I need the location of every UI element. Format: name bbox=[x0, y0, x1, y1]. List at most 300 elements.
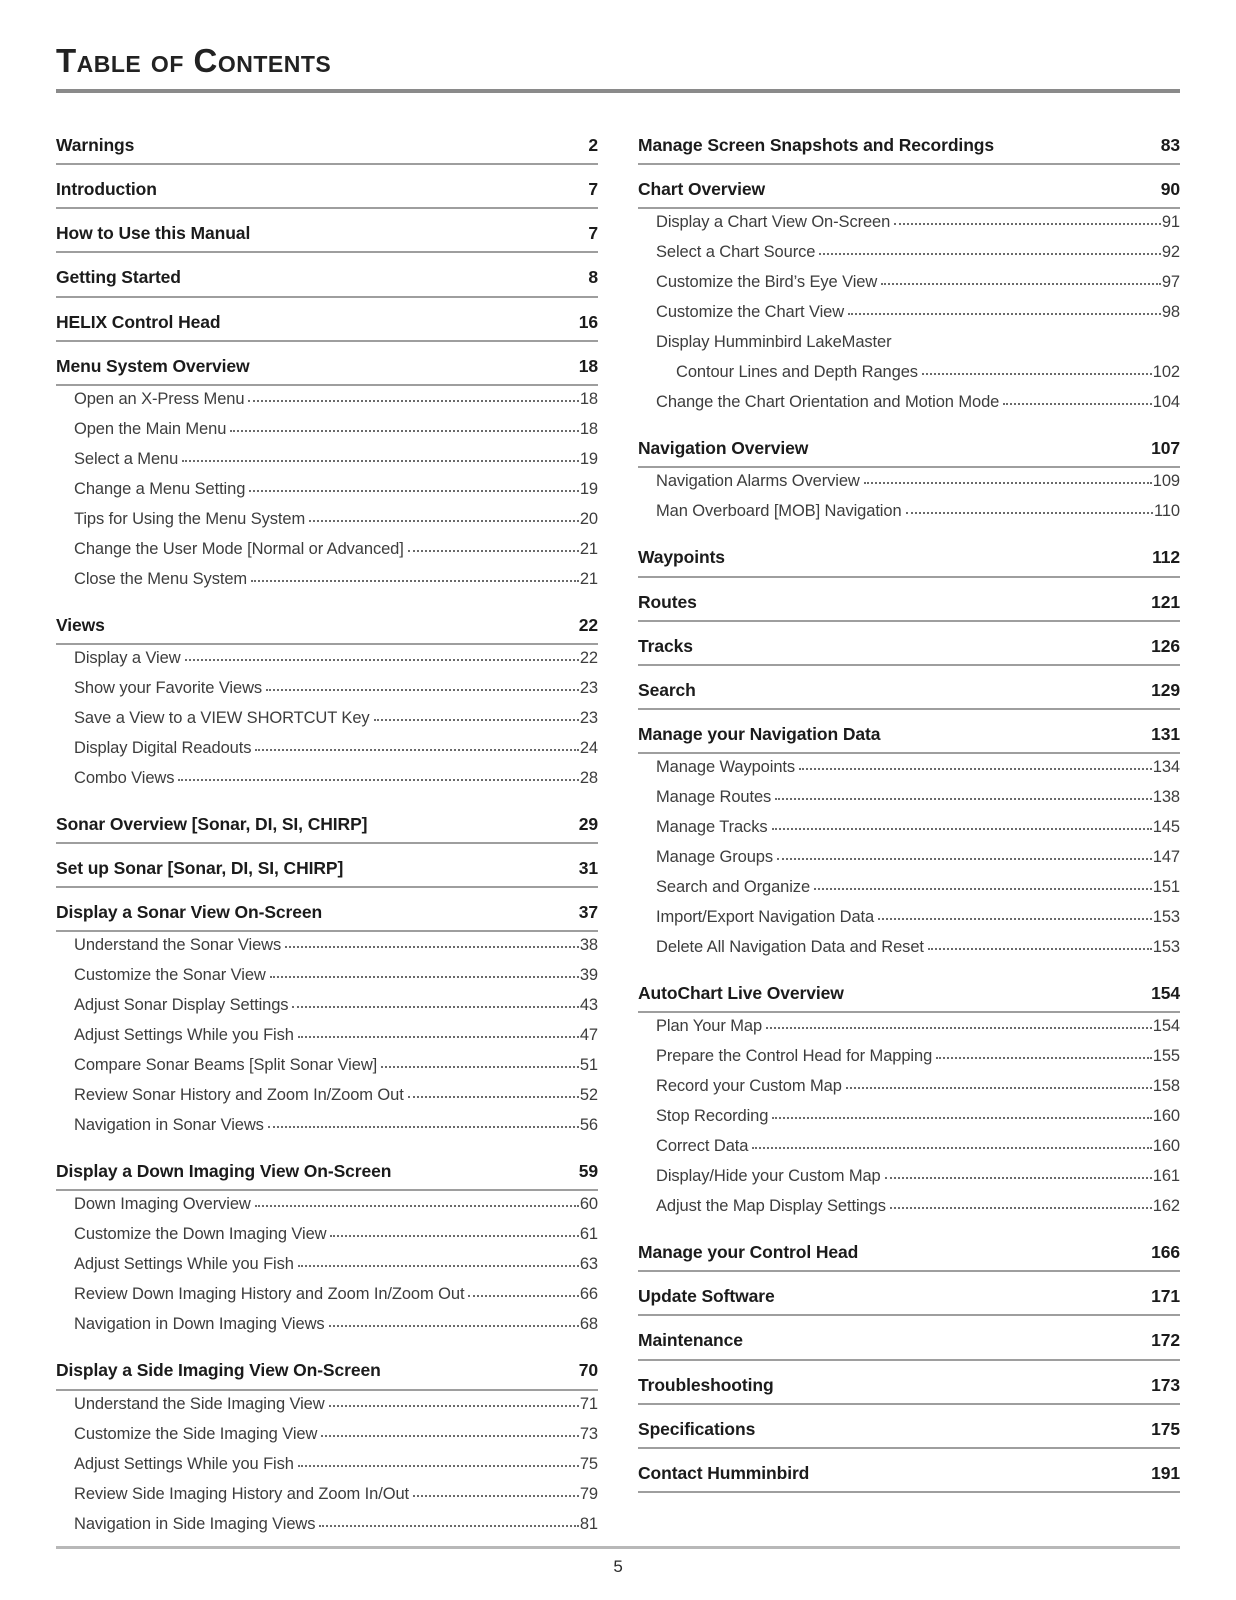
toc-entry-page: 70 bbox=[578, 1360, 598, 1381]
toc-section bbox=[638, 1463, 1180, 1493]
toc-section bbox=[638, 547, 1180, 577]
toc-subentry bbox=[56, 571, 598, 601]
toc-subentry-label: Adjust Settings While you Fish bbox=[74, 1255, 294, 1274]
toc-subentry bbox=[56, 1057, 598, 1087]
toc-entry-label: Getting Started bbox=[56, 267, 181, 288]
toc-subentry bbox=[56, 1316, 598, 1346]
dot-leader bbox=[408, 550, 579, 552]
toc-subentry-page: 110 bbox=[1153, 502, 1180, 521]
dot-leader bbox=[936, 1057, 1152, 1059]
toc-subentry-page: 160 bbox=[1152, 1137, 1180, 1156]
toc-subentry bbox=[56, 1516, 598, 1546]
dot-leader bbox=[268, 1126, 579, 1128]
dot-leader bbox=[408, 1096, 579, 1098]
toc-subentry-label: Manage Groups bbox=[656, 848, 774, 866]
toc-section bbox=[56, 179, 598, 209]
toc-subentry bbox=[638, 879, 1180, 909]
toc-subentry bbox=[56, 511, 598, 541]
toc-subentry-page: 155 bbox=[1152, 1047, 1180, 1066]
toc-section bbox=[638, 724, 1180, 969]
toc-subentry-list bbox=[56, 386, 598, 601]
toc-entry bbox=[638, 636, 1180, 666]
toc-subentry-page: 51 bbox=[579, 1056, 598, 1075]
toc-subentry-label: Down Imaging Overview bbox=[74, 1195, 251, 1214]
toc-subentry-label: Review Sonar History and Zoom In/Zoom Out bbox=[74, 1086, 404, 1105]
toc-subentry-page: 109 bbox=[1152, 472, 1180, 491]
toc-subentry bbox=[638, 1138, 1180, 1168]
dot-leader bbox=[381, 1066, 579, 1068]
toc-entry bbox=[56, 223, 598, 253]
page-title: Table of Contents bbox=[56, 42, 332, 79]
toc-entry bbox=[638, 1419, 1180, 1449]
toc-entry-label: Display a Side Imaging View On-Screen bbox=[56, 1360, 381, 1381]
toc-subentry-page: 138 bbox=[1152, 788, 1180, 806]
toc-subentry bbox=[56, 1117, 598, 1147]
dot-leader bbox=[928, 948, 1152, 950]
toc-entry-page: 107 bbox=[1151, 438, 1180, 459]
toc-entry bbox=[638, 1463, 1180, 1493]
toc-entry-label: HELIX Control Head bbox=[56, 311, 221, 332]
toc-subentry bbox=[638, 334, 1180, 364]
toc-entry bbox=[638, 983, 1180, 1013]
toc-subentry bbox=[56, 1456, 598, 1486]
dot-leader bbox=[309, 520, 579, 522]
toc-entry-label: Display a Down Imaging View On-Screen bbox=[56, 1161, 392, 1182]
toc-entry bbox=[56, 267, 598, 297]
toc-subentry bbox=[638, 1078, 1180, 1108]
toc-subentry-page: 19 bbox=[579, 479, 598, 498]
toc-subentry bbox=[56, 650, 598, 680]
dot-leader bbox=[885, 1177, 1152, 1179]
toc-subentry bbox=[56, 997, 598, 1027]
toc-subentry bbox=[56, 451, 598, 481]
toc-subentry bbox=[638, 274, 1180, 304]
toc-subentry-page: 22 bbox=[579, 648, 598, 667]
toc-subentry-page: 66 bbox=[579, 1285, 598, 1304]
toc-entry bbox=[56, 1360, 598, 1390]
toc-subentry-label: Manage Routes bbox=[656, 788, 772, 806]
toc-subentry-label: Manage Tracks bbox=[656, 818, 768, 836]
toc-entry-page: 16 bbox=[578, 311, 598, 332]
toc-section bbox=[638, 1419, 1180, 1449]
toc-subentry-list bbox=[638, 468, 1180, 533]
toc-entry bbox=[56, 356, 598, 386]
toc-subentry-label: Customize the Down Imaging View bbox=[74, 1225, 327, 1244]
dot-leader bbox=[330, 1235, 578, 1237]
dot-leader bbox=[848, 313, 1161, 315]
toc-entry-page: 22 bbox=[578, 614, 598, 635]
toc-subentry-page: 47 bbox=[579, 1026, 598, 1045]
toc-section bbox=[56, 814, 598, 844]
toc-subentry-label: Close the Menu System bbox=[74, 569, 248, 588]
toc-subentry bbox=[56, 680, 598, 710]
toc-entry bbox=[638, 1375, 1180, 1405]
toc-entry bbox=[638, 135, 1180, 165]
toc-subentry bbox=[56, 1486, 598, 1516]
toc-entry-page: 7 bbox=[588, 179, 598, 200]
toc-subentry-page: 162 bbox=[1152, 1197, 1180, 1216]
toc-subentry bbox=[638, 1198, 1180, 1228]
toc-entry bbox=[638, 547, 1180, 577]
page-footer bbox=[56, 1546, 1180, 1577]
dot-leader bbox=[251, 580, 579, 582]
toc-subentry-label: Change a Menu Setting bbox=[74, 479, 246, 498]
toc-subentry-label: Select a Menu bbox=[74, 449, 179, 468]
page-number: 5 bbox=[613, 1556, 623, 1576]
toc-section bbox=[638, 592, 1180, 622]
toc-column-right bbox=[638, 135, 1180, 1546]
dot-leader bbox=[255, 1205, 579, 1207]
toc-section bbox=[56, 1360, 598, 1545]
dot-leader bbox=[890, 1207, 1152, 1209]
toc-subentry-label: Man Overboard [MOB] Navigation bbox=[656, 502, 902, 521]
toc-subentry-page: 147 bbox=[1152, 848, 1180, 866]
toc-subentry bbox=[56, 421, 598, 451]
toc-subentry-label: Open the Main Menu bbox=[74, 419, 227, 438]
toc-subentry-page: 39 bbox=[579, 966, 598, 985]
toc-subentry bbox=[56, 1027, 598, 1057]
toc-subentry-label: Open an X-Press Menu bbox=[74, 389, 245, 408]
toc-entry-page: 31 bbox=[578, 858, 598, 878]
toc-subentry-label: Import/Export Navigation Data bbox=[656, 908, 875, 926]
toc-subentry bbox=[638, 1108, 1180, 1138]
toc-subentry-list bbox=[56, 645, 598, 800]
toc-subentry-page: 160 bbox=[1152, 1107, 1180, 1126]
dot-leader bbox=[285, 946, 579, 948]
toc-subentry-list bbox=[638, 1013, 1180, 1228]
toc-entry bbox=[638, 592, 1180, 622]
toc-entry bbox=[638, 680, 1180, 710]
toc-entry bbox=[56, 615, 598, 645]
toc-subentry-label: Navigation in Sonar Views bbox=[74, 1116, 264, 1135]
toc-subentry-page: 21 bbox=[579, 539, 598, 558]
toc-entry bbox=[56, 902, 598, 932]
toc-subentry bbox=[56, 541, 598, 571]
toc-section bbox=[638, 1375, 1180, 1405]
toc-subentry bbox=[638, 789, 1180, 819]
toc-subentry-page: 151 bbox=[1152, 878, 1180, 896]
toc-subentry-page: 92 bbox=[1161, 243, 1180, 262]
dot-leader bbox=[292, 1006, 578, 1008]
toc-subentry-page: 19 bbox=[579, 449, 598, 468]
toc-section bbox=[638, 680, 1180, 710]
toc-entry-label: Specifications bbox=[638, 1418, 756, 1439]
toc-subentry-label: Navigation in Down Imaging Views bbox=[74, 1315, 325, 1334]
toc-entry-page: 18 bbox=[578, 355, 598, 376]
toc-column-left bbox=[56, 135, 598, 1546]
toc-subentry-label: Adjust Settings While you Fish bbox=[74, 1454, 294, 1473]
toc-subentry-list bbox=[56, 932, 598, 1147]
toc-section bbox=[638, 1286, 1180, 1316]
toc-subentry-label: Review Down Imaging History and Zoom In/Zoom Out bbox=[74, 1285, 465, 1304]
toc-entry-label: Update Software bbox=[638, 1286, 775, 1307]
toc-subentry-label: Adjust Settings While you Fish bbox=[74, 1026, 294, 1045]
toc-subentry bbox=[56, 1396, 598, 1426]
toc-subentry-page: 23 bbox=[579, 678, 598, 697]
toc-subentry-page: 145 bbox=[1152, 818, 1180, 836]
toc-section bbox=[638, 179, 1180, 424]
toc-entry-page: 129 bbox=[1151, 679, 1180, 700]
toc-entry-label: Views bbox=[56, 614, 105, 635]
toc-entry-page: 59 bbox=[578, 1161, 598, 1182]
toc-subentry-page: 61 bbox=[579, 1225, 598, 1244]
toc-subentry-page: 60 bbox=[579, 1195, 598, 1214]
dot-leader bbox=[864, 482, 1152, 484]
toc-subentry-label: Manage Waypoints bbox=[656, 758, 796, 776]
dot-leader bbox=[182, 460, 579, 462]
page-header bbox=[56, 44, 1180, 93]
toc-entry-page: 90 bbox=[1160, 179, 1180, 200]
toc-subentry-label: Customize the Side Imaging View bbox=[74, 1424, 318, 1443]
toc-subentry bbox=[56, 937, 598, 967]
toc-subentry bbox=[638, 909, 1180, 939]
dot-leader bbox=[178, 779, 578, 781]
toc-subentry-label: Select a Chart Source bbox=[656, 243, 816, 262]
toc-entry-label: Navigation Overview bbox=[638, 438, 809, 459]
toc-entry-label: Routes bbox=[638, 591, 697, 612]
toc-subentry-page: 158 bbox=[1152, 1077, 1180, 1096]
dot-leader bbox=[894, 223, 1161, 225]
toc-section bbox=[638, 1242, 1180, 1272]
toc-entry bbox=[638, 438, 1180, 468]
toc-subentry bbox=[638, 1018, 1180, 1048]
toc-entry-label: Search bbox=[638, 679, 696, 700]
toc-subentry-label: Understand the Sonar Views bbox=[74, 936, 282, 955]
dot-leader bbox=[249, 490, 579, 492]
dot-leader bbox=[266, 689, 579, 691]
toc-entry-label: Contact Humminbird bbox=[638, 1462, 810, 1483]
toc-section bbox=[56, 267, 598, 297]
toc-section bbox=[56, 902, 598, 1147]
toc-subentry-label: Customize the Bird’s Eye View bbox=[656, 273, 878, 292]
toc-subentry-label: Change the User Mode [Normal or Advanced] bbox=[74, 539, 404, 558]
dot-leader bbox=[185, 659, 579, 661]
toc-subentry-page: 153 bbox=[1152, 908, 1180, 926]
toc-subentry bbox=[56, 1256, 598, 1286]
dot-leader bbox=[799, 768, 1152, 770]
toc-subentry-label: Adjust the Map Display Settings bbox=[656, 1197, 886, 1216]
toc-subentry-page: 161 bbox=[1152, 1167, 1180, 1186]
toc-subentry bbox=[56, 770, 598, 800]
toc-entry-label: Manage your Control Head bbox=[638, 1242, 859, 1263]
toc-subentry-page: 153 bbox=[1152, 938, 1180, 956]
toc-subentry bbox=[56, 1426, 598, 1456]
dot-leader bbox=[777, 858, 1152, 860]
toc-subentry-label: Prepare the Control Head for Mapping bbox=[656, 1047, 933, 1066]
toc-subentry-page: 91 bbox=[1161, 213, 1180, 232]
dot-leader bbox=[298, 1265, 579, 1267]
toc-subentry-page: 43 bbox=[579, 996, 598, 1015]
dot-leader bbox=[922, 373, 1152, 375]
toc-subentry-label: Record your Custom Map bbox=[656, 1077, 842, 1096]
toc-subentry-page: 63 bbox=[579, 1255, 598, 1274]
toc-subentry bbox=[638, 473, 1180, 503]
dot-leader bbox=[468, 1295, 578, 1297]
dot-leader bbox=[255, 749, 578, 751]
toc-entry-page: 131 bbox=[1151, 723, 1180, 744]
toc-subentry-page: 134 bbox=[1152, 758, 1180, 776]
toc-section bbox=[56, 135, 598, 165]
toc-subentry-label: Customize the Chart View bbox=[656, 303, 845, 322]
toc-entry-page: 172 bbox=[1151, 1330, 1180, 1351]
dot-leader bbox=[772, 828, 1152, 830]
toc-subentry-label: Show your Favorite Views bbox=[74, 678, 263, 697]
dot-leader bbox=[766, 1027, 1152, 1029]
dot-leader bbox=[814, 888, 1152, 890]
toc-entry bbox=[638, 1286, 1180, 1316]
toc-subentry-list bbox=[56, 1191, 598, 1346]
toc-subentry bbox=[56, 710, 598, 740]
toc-entry-label: Tracks bbox=[638, 635, 693, 656]
toc-subentry-page: 73 bbox=[579, 1424, 598, 1443]
toc-entry-label: Maintenance bbox=[638, 1330, 743, 1351]
toc-subentry-page: 56 bbox=[579, 1116, 598, 1135]
toc-subentry-label: Adjust Sonar Display Settings bbox=[74, 996, 289, 1015]
toc-entry-label: Menu System Overview bbox=[56, 355, 250, 376]
toc-entry-page: 171 bbox=[1151, 1286, 1180, 1307]
toc-subentry-page: 23 bbox=[579, 708, 598, 727]
toc-subentry-list bbox=[56, 1391, 598, 1546]
toc-subentry-list bbox=[638, 209, 1180, 424]
toc-entry-page: 154 bbox=[1151, 983, 1180, 1003]
toc-entry-label: Warnings bbox=[56, 135, 135, 155]
toc-section bbox=[56, 615, 598, 800]
toc-subentry bbox=[638, 304, 1180, 334]
dot-leader bbox=[413, 1495, 579, 1497]
toc-entry-page: 2 bbox=[588, 135, 598, 155]
toc-subentry bbox=[638, 394, 1180, 424]
dot-leader bbox=[752, 1147, 1151, 1149]
toc-subentry-label: Display Digital Readouts bbox=[74, 738, 252, 757]
toc-subentry-label: Change the Chart Orientation and Motion Mode bbox=[656, 393, 1000, 412]
toc-subentry-page: 21 bbox=[579, 569, 598, 588]
dot-leader bbox=[319, 1525, 578, 1527]
toc-section bbox=[638, 636, 1180, 666]
toc-subentry-label: Delete All Navigation Data and Reset bbox=[656, 938, 924, 956]
toc-section bbox=[56, 356, 598, 601]
toc-subentry-label: Display a Chart View On-Screen bbox=[656, 213, 891, 232]
toc-entry bbox=[56, 135, 598, 165]
toc-subentry-label: Combo Views bbox=[74, 768, 175, 787]
toc-subentry bbox=[56, 481, 598, 511]
dot-leader bbox=[248, 400, 578, 402]
toc-subentry bbox=[638, 819, 1180, 849]
toc-entry-label: Waypoints bbox=[638, 547, 725, 568]
toc-subentry-label: Correct Data bbox=[656, 1137, 749, 1156]
toc-subentry bbox=[56, 1226, 598, 1256]
dot-leader bbox=[329, 1405, 579, 1407]
toc-subentry bbox=[638, 759, 1180, 789]
dot-leader bbox=[374, 719, 579, 721]
toc-entry-label: Manage your Navigation Data bbox=[638, 723, 881, 744]
toc-entry-page: 166 bbox=[1151, 1242, 1180, 1263]
toc-subentry bbox=[56, 1196, 598, 1226]
toc-subentry-page: 98 bbox=[1161, 303, 1180, 322]
toc-subentry bbox=[638, 503, 1180, 533]
toc-subentry bbox=[56, 391, 598, 421]
dot-leader bbox=[878, 918, 1152, 920]
toc-subentry-list bbox=[638, 754, 1180, 969]
toc-entry bbox=[638, 1330, 1180, 1360]
toc-subentry-page: 38 bbox=[579, 936, 598, 955]
toc-entry-page: 191 bbox=[1151, 1462, 1180, 1483]
dot-leader bbox=[298, 1036, 579, 1038]
toc-subentry-label: Review Side Imaging History and Zoom In/Out bbox=[74, 1484, 410, 1503]
toc-section bbox=[56, 223, 598, 253]
toc-subentry-label: Contour Lines and Depth Ranges bbox=[676, 363, 918, 382]
dot-leader bbox=[846, 1087, 1152, 1089]
toc-subentry-page: 104 bbox=[1152, 393, 1180, 412]
dot-leader bbox=[775, 798, 1152, 800]
toc-subentry bbox=[56, 1087, 598, 1117]
toc-subentry bbox=[56, 1286, 598, 1316]
toc-subentry-label: Customize the Sonar View bbox=[74, 966, 266, 985]
toc-section bbox=[56, 312, 598, 342]
toc-entry-label: Troubleshooting bbox=[638, 1374, 774, 1395]
toc-subentry-label: Save a View to a VIEW SHORTCUT Key bbox=[74, 708, 370, 727]
toc-subentry-page: 18 bbox=[579, 389, 598, 408]
toc-subentry-page: 68 bbox=[579, 1315, 598, 1334]
toc-subentry bbox=[638, 1168, 1180, 1198]
toc-subentry-label: Plan Your Map bbox=[656, 1017, 763, 1036]
toc-subentry-page: 102 bbox=[1152, 363, 1180, 382]
toc-section bbox=[638, 135, 1180, 165]
toc-subentry bbox=[638, 939, 1180, 969]
toc-entry-label: Sonar Overview [Sonar, DI, SI, CHIRP] bbox=[56, 813, 368, 834]
toc-entry bbox=[56, 312, 598, 342]
toc-entry bbox=[56, 858, 598, 888]
toc-subentry-page: 81 bbox=[579, 1514, 598, 1533]
toc-entry-label: Chart Overview bbox=[638, 179, 765, 200]
toc-subentry bbox=[56, 967, 598, 997]
toc-entry bbox=[638, 179, 1180, 209]
toc-subentry bbox=[56, 740, 598, 770]
toc-subentry-page: 75 bbox=[579, 1454, 598, 1473]
toc-entry-label: Manage Screen Snapshots and Recordings bbox=[638, 135, 995, 155]
toc-subentry-page: 24 bbox=[579, 738, 598, 757]
toc-entry-page: 112 bbox=[1152, 547, 1180, 568]
toc-subentry-page: 18 bbox=[579, 419, 598, 438]
toc-subentry-label: Compare Sonar Beams [Split Sonar View] bbox=[74, 1056, 378, 1075]
toc-entry-label: AutoChart Live Overview bbox=[638, 983, 844, 1003]
toc-entry-page: 175 bbox=[1151, 1418, 1180, 1439]
toc-subentry-label: Tips for Using the Menu System bbox=[74, 509, 306, 528]
dot-leader bbox=[298, 1465, 579, 1467]
toc-subentry-label: Understand the Side Imaging View bbox=[74, 1394, 325, 1413]
toc-columns bbox=[56, 135, 1180, 1546]
toc-subentry bbox=[638, 364, 1180, 394]
toc-entry-page: 7 bbox=[588, 223, 598, 244]
toc-entry-page: 29 bbox=[578, 813, 598, 834]
toc-subentry-label: Search and Organize bbox=[656, 878, 811, 896]
toc-subentry bbox=[638, 214, 1180, 244]
toc-subentry bbox=[638, 244, 1180, 274]
dot-leader bbox=[329, 1325, 579, 1327]
dot-leader bbox=[772, 1117, 1151, 1119]
dot-leader bbox=[881, 283, 1161, 285]
toc-entry bbox=[638, 724, 1180, 754]
toc-subentry-label: Stop Recording bbox=[656, 1107, 769, 1126]
toc-entry-label: Set up Sonar [Sonar, DI, SI, CHIRP] bbox=[56, 858, 344, 878]
toc-entry-page: 37 bbox=[578, 902, 598, 923]
toc-subentry-label: Display a View bbox=[74, 648, 181, 667]
toc-entry bbox=[56, 814, 598, 844]
toc-subentry-page: 79 bbox=[579, 1484, 598, 1503]
toc-subentry-page: 20 bbox=[579, 509, 598, 528]
dot-leader bbox=[1003, 403, 1152, 405]
toc-section bbox=[638, 438, 1180, 533]
toc-entry-label: Display a Sonar View On-Screen bbox=[56, 902, 323, 923]
